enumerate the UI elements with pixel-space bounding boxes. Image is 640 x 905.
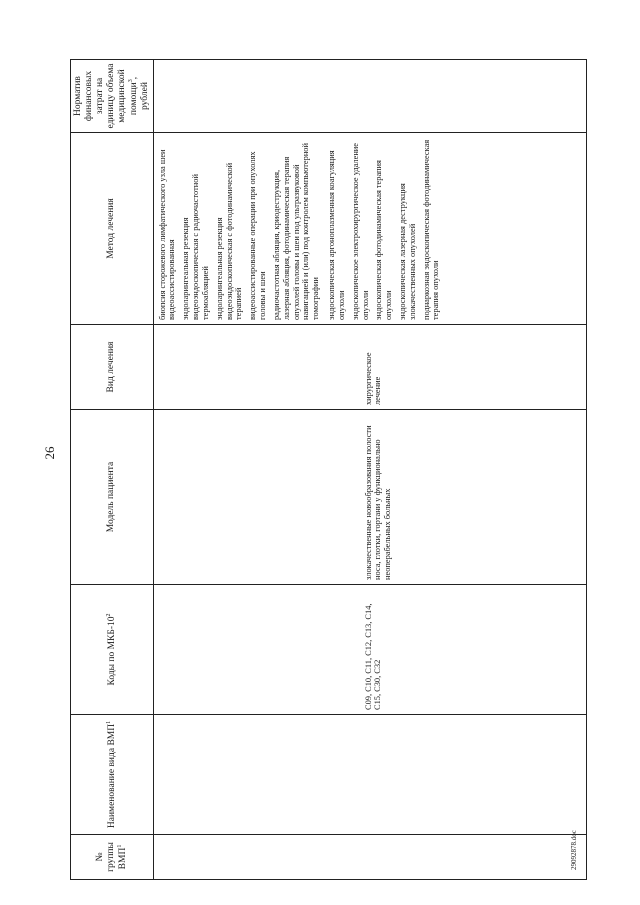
rotated-table-area [70, 60, 560, 880]
cell-treatment-type: хирургическое лечение [153, 325, 586, 410]
method-item: радиочастотная абляция, криодеструкция, лазерная абляция, фотодинамическая терапия опухолей головы и шеи под ультразвуковой навигацией и (или) под контролем компьютерной томографии [271, 143, 321, 320]
method-item: эндоскопическая фотодинамическая терапия опухоли [374, 160, 394, 320]
page-number: 26 [42, 446, 57, 460]
vmp-table [70, 59, 587, 880]
cell-vmp-name [153, 715, 586, 835]
method-item: эндоскопическое электрохирургическое удаление опухоли [350, 143, 370, 320]
method-item: видеоассистированные операции при опухолях головы и шеи [248, 151, 268, 320]
method-item: эндоскопическая лазерная деструкция злокачественных опухолей [398, 183, 417, 320]
header-group-no: № группы ВМП$^1$ [71, 835, 154, 880]
table-row [153, 60, 586, 880]
table-header-row [71, 60, 154, 880]
header-icd-codes: Коды по МКБ-$10^2$ [71, 585, 154, 715]
header-vmp-name: Наименование вида ВМП$^1$ [71, 715, 154, 835]
method-item: поднаркозная эндоскопическая фотодинамическая терапия опухоли [421, 139, 441, 320]
method-item: эндоларингеальная резекция видеоэндоскопическая с фотодинамической терапией [214, 162, 244, 320]
method-item: эндоларингеальная резекция видеоэндоскопическая с радиочастотной термоабляцией [181, 174, 210, 320]
cell-group-no [153, 835, 586, 880]
header-patient-model: Модель пациента [71, 410, 154, 585]
method-item: эндоскопическая аргоноплазменная коагуляция опухоли [327, 150, 346, 320]
method-item: биопсия сторожевого лимфатического узла шеи видеоассистированная [157, 149, 177, 320]
document-id: 29092878.doc [570, 830, 578, 870]
cell-cost-standard [153, 60, 586, 133]
header-treatment-method: Метод лечения [71, 133, 154, 325]
cell-treatment-methods [153, 133, 586, 325]
cell-icd-codes: С09, С10, С11, С12, С13, С14, С15, С30, С32 [153, 585, 586, 715]
header-cost-standard: Норматив финансовых затрат на единицу объема медицинской помощи$^3$, рублей [71, 60, 154, 133]
cell-patient-model: злокачественные новообразования полости носа, глотки, гортани у функционально неоперабельных больных [153, 410, 586, 585]
header-treatment-type: Вид лечения [71, 325, 154, 410]
